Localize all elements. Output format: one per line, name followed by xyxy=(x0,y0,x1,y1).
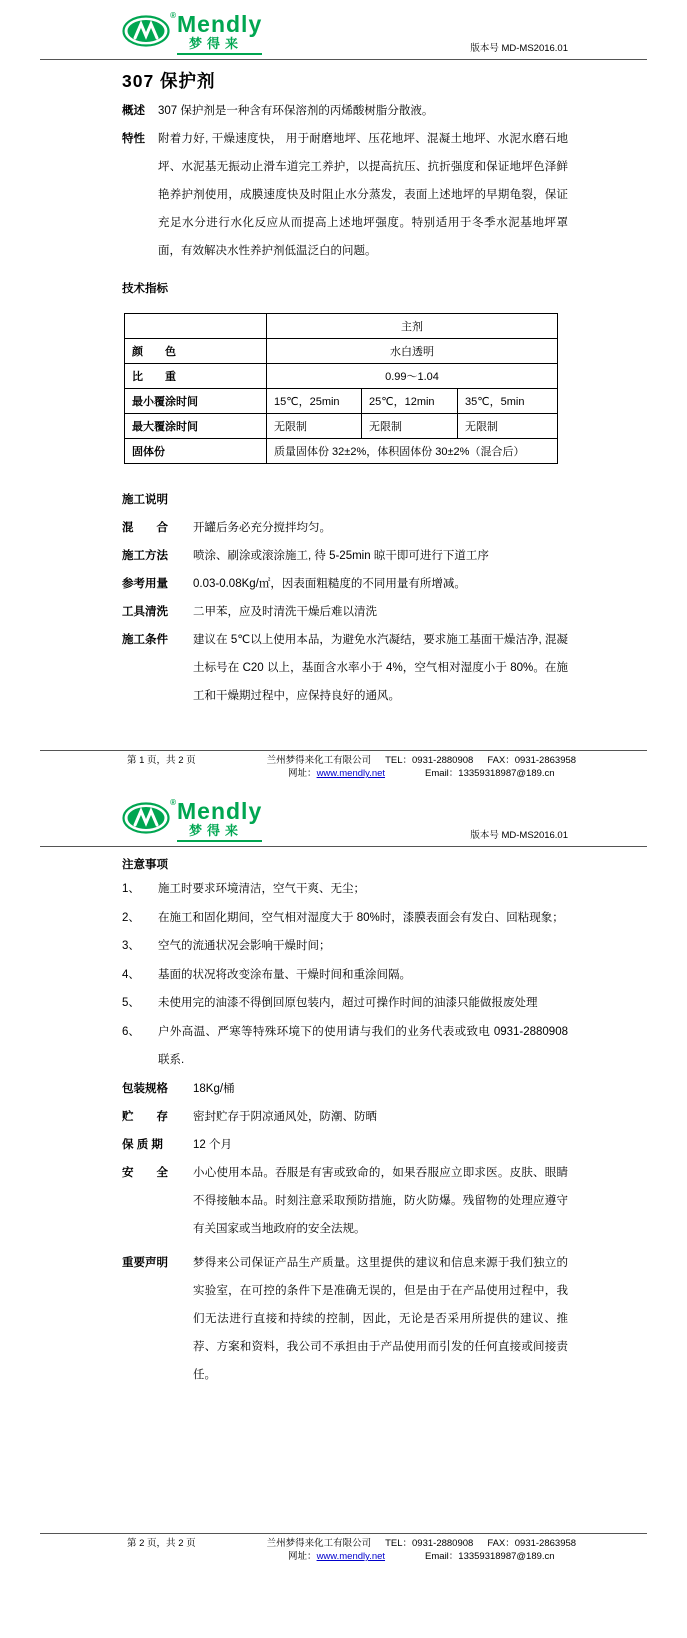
page1-content xyxy=(122,97,568,710)
note-item-3 xyxy=(122,932,568,961)
tech-spec-table xyxy=(124,313,558,464)
dosage-label: 参考用量 xyxy=(122,578,168,590)
table-cell-gravity-value: 0.99～1.04 xyxy=(267,364,558,389)
brand-logo xyxy=(122,11,263,55)
company-name-2: 兰州梦得来化工有限公司 xyxy=(266,1538,372,1549)
table-row-solids xyxy=(125,439,558,464)
note-item-5 xyxy=(122,989,568,1018)
conditions-text: 建议在 5℃以上使用本品，为避免水汽凝结，要求施工基面干燥洁净, 混凝土标号在 C20 以上，基面含水率小于 4%，空气相对湿度小于 80%。在施工和干燥期过程中，应保持良好的通风。 xyxy=(193,634,568,702)
note-4-number: 4、 xyxy=(122,968,140,981)
shelf-life-text: 12 个月 xyxy=(193,1138,232,1151)
note-item-1 xyxy=(122,875,568,904)
page1-number: 第 1 页，共 2 页 xyxy=(127,755,196,766)
note-3-number: 3、 xyxy=(122,940,140,952)
note-5-text: 未使用完的油漆不得倒回原包装内，超过可操作时间的油漆只能做报废处理 xyxy=(158,997,538,1009)
storage-label: 贮 存 xyxy=(122,1110,168,1123)
table-row-color xyxy=(125,339,558,364)
tel-text-2: TEL：0931-2880908 xyxy=(385,1538,474,1549)
company-name: 兰州梦得来化工有限公司 xyxy=(266,755,372,766)
brand-name-en: Mendly xyxy=(177,11,263,37)
page2-header xyxy=(0,787,687,846)
table-cell-gravity-label: 比 重 xyxy=(125,364,267,389)
table-cell-max-recoat-2: 无限制 xyxy=(362,414,458,439)
table-cell-min-recoat-15: 15℃，25min xyxy=(267,389,362,414)
fax-text-2: FAX：0931-2863958 xyxy=(487,1538,577,1549)
page1-header xyxy=(0,0,687,59)
note-item-2 xyxy=(122,904,568,933)
page1-footer xyxy=(40,750,647,780)
note-4-text: 基面的状况将改变涂布量、干燥时间和重涂间隔。 xyxy=(158,968,411,981)
note-6-number: 6、 xyxy=(122,1025,140,1038)
table-cell-max-recoat-1: 无限制 xyxy=(267,414,362,439)
note-item-4 xyxy=(122,961,568,990)
mendly-oval-m-svg-2 xyxy=(122,801,174,835)
brand-name-cn: 梦得来 xyxy=(177,35,262,55)
table-row-min-recoat xyxy=(125,389,558,414)
brand-logo-text xyxy=(177,11,263,55)
web-label-2: 网址： xyxy=(288,1551,317,1562)
header-divider xyxy=(40,59,647,60)
mendly-oval-m-icon xyxy=(122,11,176,48)
website-link[interactable]: www.mendly.net xyxy=(316,768,386,779)
packaging-label: 包装规格 xyxy=(122,1082,168,1095)
note-5-number: 5、 xyxy=(122,997,140,1009)
safety-text: 小心使用本品。吞服是有害或致命的，如果吞服应立即求医。皮肤、眼睛不得接触本品。时刻注意采取预防措施，防火防爆。残留物的处理应遵守有关国家或当地政府的安全法规。 xyxy=(193,1166,568,1235)
table-row-gravity xyxy=(125,364,558,389)
page1-footer-contact xyxy=(196,754,647,780)
construction-item-conditions xyxy=(122,626,568,710)
fax-text: FAX：0931-2863958 xyxy=(487,755,577,766)
email-text: Email：13359318987@189.cn xyxy=(425,768,555,779)
brand-name-cn-2: 梦得来 xyxy=(177,822,262,842)
spec-item-shelf-life xyxy=(122,1131,568,1159)
storage-text: 密封贮存于阴凉通风处，防潮、防晒 xyxy=(193,1110,377,1123)
brand-logo-text-2 xyxy=(177,798,263,842)
features-text: 附着力好, 干燥速度快， 用于耐磨地坪、压花地坪、混凝土地坪、水泥水磨石地坪、水泥基无振动止滑车道完工养护，以提高抗压、抗折强度和保证地坪色泽鲜艳养护剂使用，成膜速度快及时阻止水分蒸发，表面上述地坪的早期龟裂，保证充足水分进行水化反应从而提高上述地坪强度。特别适用于冬季水泥基地坪罩面，有效解决水性养护剂低温泛白的问题。 xyxy=(158,133,568,257)
website-link-2[interactable]: www.mendly.net xyxy=(316,1551,386,1562)
page2-number: 第 2 页，共 2 页 xyxy=(127,1538,196,1549)
brand-logo-2 xyxy=(122,798,263,842)
overview-label: 概述 xyxy=(122,105,145,117)
conditions-label: 施工条件 xyxy=(122,634,168,646)
note-3-text: 空气的流通状况会影响干燥时间； xyxy=(158,940,331,952)
registered-trademark-icon-2: ® xyxy=(170,798,176,807)
table-row-header xyxy=(125,314,558,339)
spec-item-safety xyxy=(122,1159,568,1243)
table-cell-blank xyxy=(125,314,267,339)
tool-cleaning-text: 二甲苯，应及时清洗干燥后难以清洗 xyxy=(193,606,377,618)
spec-item-disclaimer xyxy=(122,1249,568,1389)
note-2-text: 在施工和固化期间，空气相对湿度大于 80%时，漆膜表面会有发白、回粘现象； xyxy=(158,911,564,924)
note-1-number: 1、 xyxy=(122,883,140,895)
page-2 xyxy=(0,787,687,1638)
version-label-2: 版本号 MD-MS2016.01 xyxy=(470,830,568,841)
construction-item-method xyxy=(122,542,568,570)
mixing-label: 混 合 xyxy=(122,522,168,534)
disclaimer-text: 梦得来公司保证产品生产质量。这里提供的建议和信息来源于我们独立的实验室，在可控的条件下是准确无误的，但是由于在产品使用过程中，我们无法进行直接和持续的控制，因此，无论是否采用所提供的建议、推荐、方案和资料，我公司不承担由于产品使用而引发的任何直接或间接责任。 xyxy=(193,1256,568,1381)
version-label: 版本号 MD-MS2016.01 xyxy=(470,43,568,54)
registered-trademark-icon: ® xyxy=(170,11,176,20)
dosage-text: 0.03-0.08Kg/㎡，因表面粗糙度的不同用量有所增减。 xyxy=(193,578,466,590)
construction-heading: 施工说明 xyxy=(122,494,168,506)
table-cell-solids-value: 质量固体份 32±2%，体积固体份 30±2%（混合后） xyxy=(267,439,558,464)
mendly-oval-m-icon-2 xyxy=(122,798,176,835)
method-text: 喷涂、刷涂或滚涂施工, 待 5-25min 晾干即可进行下道工序 xyxy=(193,550,489,562)
page2-content xyxy=(122,855,568,1389)
table-cell-max-recoat-3: 无限制 xyxy=(458,414,558,439)
overview-text: 307 保护剂是一种含有环保溶剂的丙烯酸树脂分散液。 xyxy=(158,105,434,117)
note-1-text: 施工时要求环境清洁，空气干爽、无尘； xyxy=(158,883,365,895)
table-cell-min-recoat-label: 最小覆涂时间 xyxy=(125,389,267,414)
web-label: 网址： xyxy=(288,768,317,779)
safety-label: 安 全 xyxy=(122,1166,168,1179)
features-row xyxy=(122,125,568,265)
table-cell-main-agent: 主剂 xyxy=(267,314,558,339)
notes-heading: 注意事项 xyxy=(122,859,168,871)
table-cell-color-label: 颜 色 xyxy=(125,339,267,364)
spec-item-packaging xyxy=(122,1075,568,1103)
overview-row xyxy=(122,97,568,125)
email-text-2: Email：13359318987@189.cn xyxy=(425,1551,555,1562)
table-cell-color-value: 水白透明 xyxy=(267,339,558,364)
construction-item-dosage xyxy=(122,570,568,598)
table-cell-max-recoat-label: 最大覆涂时间 xyxy=(125,414,267,439)
page2-footer xyxy=(40,1533,647,1563)
table-cell-min-recoat-35: 35℃，5min xyxy=(458,389,558,414)
packaging-text: 18Kg/桶 xyxy=(193,1082,235,1095)
method-label: 施工方法 xyxy=(122,550,168,562)
table-cell-solids-label: 固体份 xyxy=(125,439,267,464)
note-6-text: 户外高温、严寒等特殊环境下的使用请与我们的业务代表或致电 0931-2880908 联系. xyxy=(158,1025,568,1066)
mendly-oval-m-svg xyxy=(122,14,174,48)
shelf-life-label: 保 质 期 xyxy=(122,1138,163,1151)
note-2-number: 2、 xyxy=(122,911,140,924)
spec-item-storage xyxy=(122,1103,568,1131)
tel-text: TEL：0931-2880908 xyxy=(385,755,474,766)
construction-item-mixing xyxy=(122,514,568,542)
table-row-max-recoat xyxy=(125,414,558,439)
table-cell-min-recoat-25: 25℃，12min xyxy=(362,389,458,414)
page2-footer-contact xyxy=(196,1537,647,1563)
tool-cleaning-label: 工具清洗 xyxy=(122,606,168,618)
header-divider-2 xyxy=(40,846,647,847)
page-1 xyxy=(0,0,687,787)
features-label: 特性 xyxy=(122,133,145,145)
tech-spec-heading: 技术指标 xyxy=(122,283,168,295)
disclaimer-label: 重要声明 xyxy=(122,1256,168,1269)
note-item-6 xyxy=(122,1018,568,1075)
construction-item-tool-cleaning xyxy=(122,598,568,626)
product-title: 307 保护剂 xyxy=(122,71,216,91)
mixing-text: 开罐后务必充分搅拌均匀。 xyxy=(193,522,331,534)
brand-name-en-2: Mendly xyxy=(177,798,263,824)
